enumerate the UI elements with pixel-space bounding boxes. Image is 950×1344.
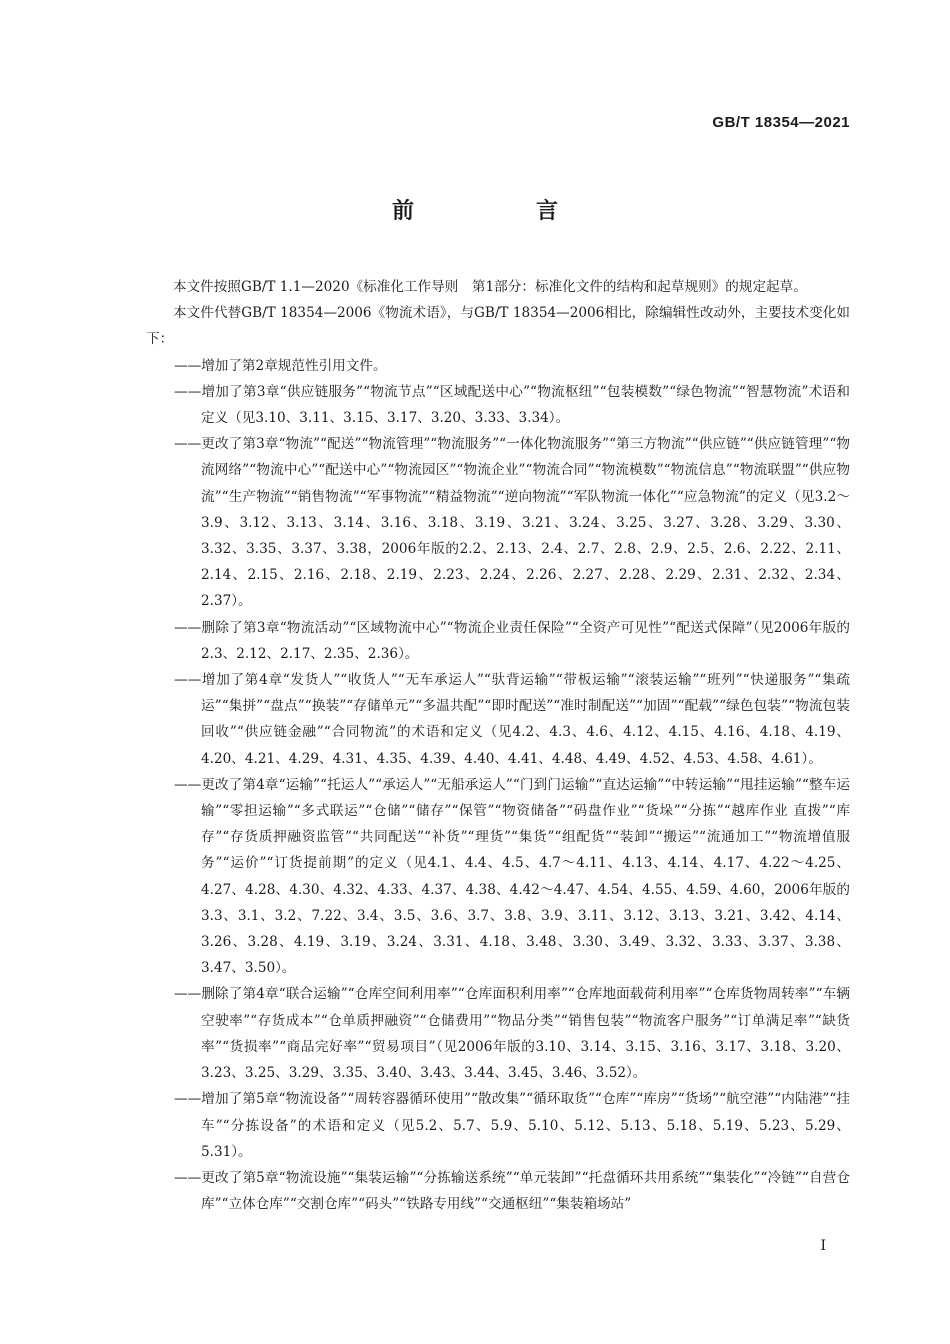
- intro-paragraph: 本文件按照GB/T 1.1—2020《标准化工作导则 第1部分：标准化文件的结构和起草规则》的规定起草。: [173, 279, 807, 295]
- change-item: ——增加了第5章“物流设备”“周转容器循环使用”“散改集”“循环取货”“仓库”“库房”“货场”“航空港”“内陆港”“挂车”“分拣设备”的术语和定义（见5.2、5.7、5.9、5.10、5.12、5.13、5.18、5.19、5.23、5.29、5.31）。: [174, 1091, 850, 1160]
- change-item: ——增加了第2章规范性引用文件。: [174, 357, 387, 374]
- document-body: [146, 274, 850, 1217]
- change-item: ——删除了第4章“联合运输”“仓库空间利用率”“仓库面积利用率”“仓库地面载荷利用率”“仓库货物周转率”“车辆空驶率”“存货成本”“仓单质押融资”“仓储费用”“物品分类”“销售包装”“物流客户服务”“订单满足率”“缺货率”“货损率”“商品完好率”“贸易项目”（见2006年版的3.10、3.14、3.15、3.16、3.17、3.18、3.20、3.23、3.25、3.29、3.35、3.40、3.43、3.44、3.45、3.46、3.52）。: [174, 986, 850, 1082]
- change-item: ——更改了第3章“物流”“配送”“物流管理”“物流服务”“一体化物流服务”“第三方物流”“供应链”“供应链管理”“物流网络”“物流中心”“配送中心”“物流园区”“物流企业”“物流合同”“物流模数”“物流信息”“物流联盟”“供应物流”“生产物流”“销售物流”“军事物流”“精益物流”“逆向物流”“军队物流一体化”“应急物流”的定义（见3.2～3.9、3.12、3.13、3.14、3.16、3.18、3.19、3.21、3.24、3.25、3.27、3.28、3.29、3.30、3.32、3.35、3.37、3.38，2006年版的2.2、2.13、2.4、2.7、2.8、2.9、2.5、2.6、2.22、2.11、2.14、2.15、2.16、2.18、2.19、2.23、2.24、2.26、2.27、2.28、2.29、2.31、2.32、2.34、2.37）。: [174, 436, 850, 610]
- change-item: ——删除了第3章“物流活动”“区域物流中心”“物流企业责任保险”“全资产可见性”“配送式保障”（见2006年版的2.3、2.12、2.17、2.35、2.36）。: [174, 619, 850, 662]
- intro-paragraph: 本文件代替GB/T 18354—2006《物流术语》，与GB/T 18354—2006相比，除编辑性改动外，主要技术变化如下：: [146, 305, 850, 348]
- change-item: ——增加了第4章“发货人”“收货人”“无车承运人”“驮背运输”“带板运输”“滚装运输”“班列”“快递服务”“集疏运”“集拼”“盘点”“换装”“存储单元”“多温共配”“即时配送”“准时制配送”“加固”“配载”“绿色包装”“物流包装回收”“供应链金融”“合同物流”的术语和定义（见4.2、4.3、4.6、4.12、4.15、4.16、4.18、4.19、4.20、4.21、4.29、4.31、4.35、4.39、4.40、4.41、4.48、4.49、4.52、4.53、4.58、4.61）。: [174, 672, 850, 767]
- standard-number: GB/T 18354—2021: [712, 114, 850, 131]
- change-item: ——更改了第5章“物流设施”“集装运输”“分拣输送系统”“单元装卸”“托盘循环共用系统”“集装化”“冷链”“自营仓库”“立体仓库”“交割仓库”“码头”“铁路专用线”“交通枢纽”“集装箱场站”: [174, 1169, 850, 1213]
- change-item: ——增加了第3章“供应链服务”“物流节点”“区域配送中心”“物流枢纽”“包装模数”“绿色物流”“智慧物流”术语和定义（见3.10、3.11、3.15、3.17、3.20、3.33、3.34）。: [174, 383, 850, 427]
- change-item: ——更改了第4章“运输”“托运人”“承运人”“无船承运人”“门到门运输”“直达运输”“中转运输”“甩挂运输”“整车运输”“零担运输”“多式联运”“仓储”“储存”“保管”“物资储备”“码盘作业”“货垛”“分拣”“越库作业 直拨”“库存”“存货质押融资监管”“共同配送”“补货”“理货”“集货”“组配货”“装卸”“搬运”“流通加工”“物流增值服务”“运价”“订货提前期”的定义（见4.1、4.4、4.5、4.7～4.11、4.13、4.14、4.17、4.22～4.25、4.27、4.28、4.30、4.32、4.33、4.37、4.38、4.42～4.47、4.54、4.55、4.59、4.60，2006年版的3.3、3.1、3.2、7.22、3.4、3.5、3.6、3.7、3.8、3.9、3.11、3.12、3.13、3.21、3.42、4.14、3.26、3.28、4.19、3.19、3.24、3.31、4.18、3.48、3.30、3.49、3.32、3.33、3.37、3.38、3.47、3.50）。: [174, 776, 850, 977]
- page-number: I: [820, 1238, 826, 1254]
- page-title: 前 言: [391, 199, 608, 224]
